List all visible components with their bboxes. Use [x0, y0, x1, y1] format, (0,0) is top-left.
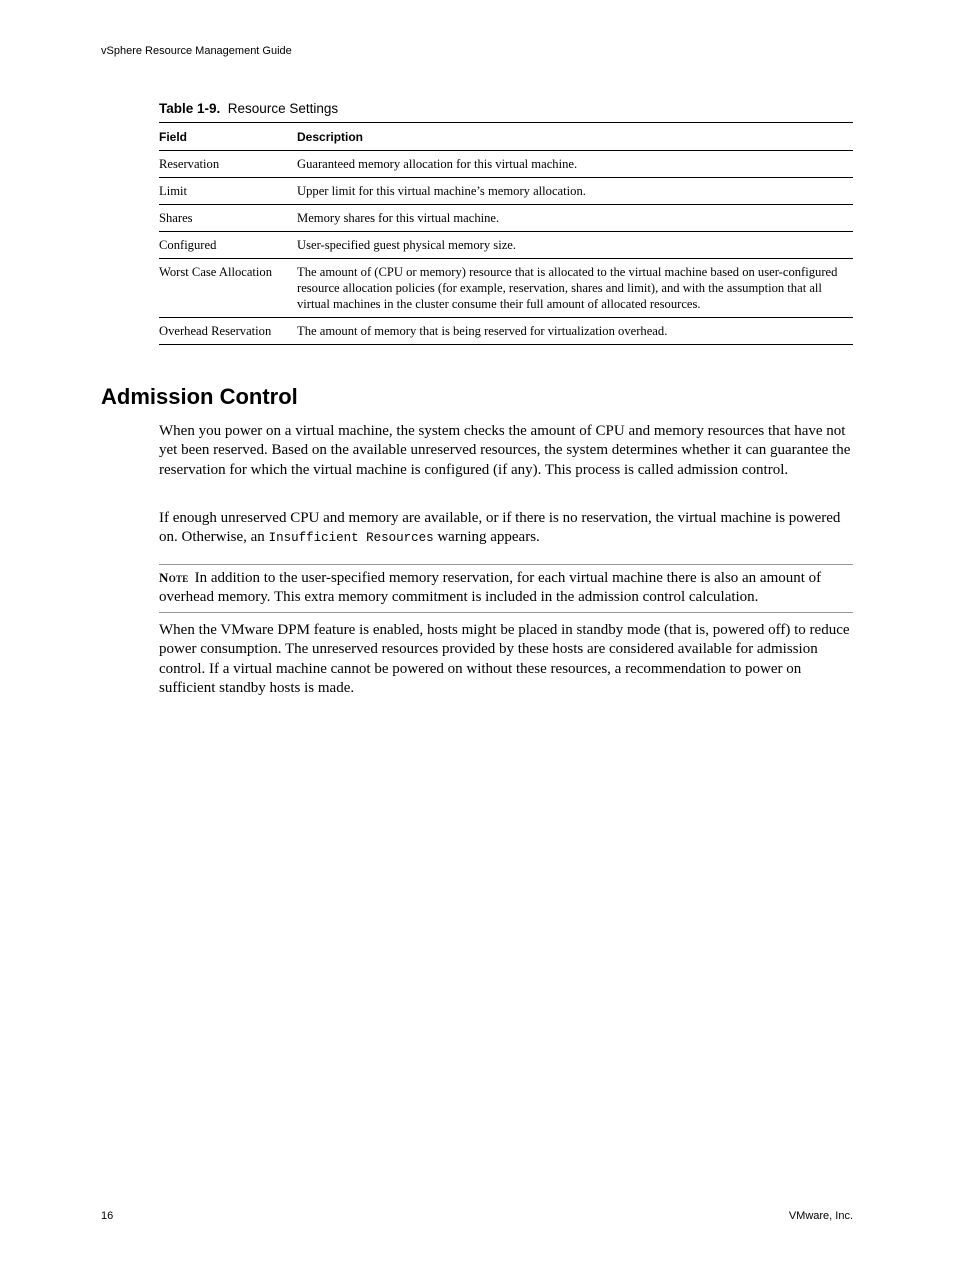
row-description: Upper limit for this virtual machine’s memory allocation.: [297, 178, 853, 205]
table-header-row: [159, 123, 853, 151]
table-row: [159, 205, 853, 232]
table-row: [159, 178, 853, 205]
paragraph-text: If enough unreserved CPU and memory are available, or if there is no reservation, the virtual machine is powered on. Otherwise, an: [159, 510, 841, 546]
paragraph-dpm: When the VMware DPM feature is enabled, hosts might be placed in standby mode (that is, powered off) to reduce power consumption. The unreserved resources provided by these hosts are considered available for admission control. If a virtual machine cannot be powered on without these resources, a recommendation to power on sufficient standby hosts is made.: [159, 622, 850, 697]
table-caption-number: Table 1-9.: [159, 101, 221, 116]
row-field: Worst Case Allocation: [159, 259, 297, 318]
page-number: 16: [101, 1210, 114, 1222]
paragraph-text: warning appears.: [433, 529, 540, 546]
note-label: Note: [159, 570, 189, 585]
running-header: vSphere Resource Management Guide: [101, 45, 292, 57]
row-field: Limit: [159, 178, 297, 205]
paragraph-power-on: [159, 509, 853, 549]
row-description: The amount of (CPU or memory) resource that is allocated to the virtual machine based on user-configured resource allocation policies (for example, reservation, shares and limit), and with the assumption that all virtual machines in the cluster consume their full amount of allocated resources.: [297, 259, 853, 318]
column-header-description: Description: [297, 123, 853, 151]
table-caption-title: Resource Settings: [227, 101, 339, 116]
publisher: VMware, Inc.: [788, 1210, 853, 1222]
row-field: Reservation: [159, 151, 297, 178]
section-title: Admission Control: [101, 384, 298, 409]
warning-code: Insufficient Resources: [268, 531, 434, 546]
row-description: User-specified guest physical memory size.: [297, 232, 853, 259]
table-caption: [159, 101, 338, 116]
row-description: Memory shares for this virtual machine.: [297, 205, 853, 232]
table-row: [159, 151, 853, 178]
row-field: Shares: [159, 205, 297, 232]
table-row: [159, 259, 853, 318]
row-description: Guaranteed memory allocation for this virtual machine.: [297, 151, 853, 178]
column-header-field: Field: [159, 123, 297, 151]
resource-settings-table: [159, 122, 853, 345]
note-box: [159, 564, 853, 613]
paragraph-admission-intro: When you power on a virtual machine, the system checks the amount of CPU and memory resources that have not yet been reserved. Based on the available unreserved resources, the system determines whether it can guarantee the reservation for which the virtual machine is configured (if any). This process is called admission control.: [159, 423, 851, 478]
note-text: In addition to the user-specified memory reservation, for each virtual machine there is also an amount of overhead memory. This extra memory commitment is included in the admission control calculation.: [159, 570, 822, 606]
table-row: [159, 232, 853, 259]
row-description: The amount of memory that is being reserved for virtualization overhead.: [297, 318, 853, 345]
row-field: Overhead Reservation: [159, 318, 297, 345]
table-row: [159, 318, 853, 345]
row-field: Configured: [159, 232, 297, 259]
